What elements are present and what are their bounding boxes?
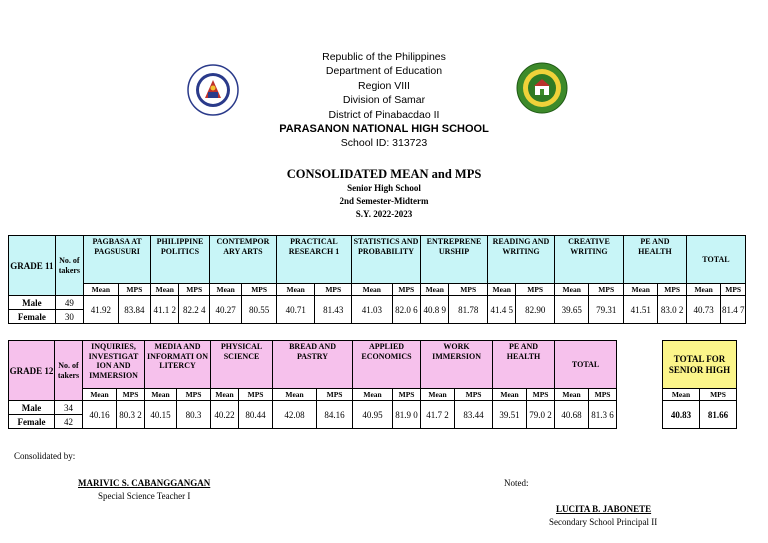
value-cell: 42.08 [273,401,317,429]
mps-header: MPS [700,389,737,401]
value-cell: 81.43 [315,296,352,324]
value-cell: 80.44 [239,401,273,429]
mean-header: Mean [151,284,179,296]
value-cell: 41.4 5 [488,296,516,324]
subject-header: READING AND WRITING [488,236,555,284]
title-period: 2nd Semester-Midterm [339,196,429,206]
subject-header: PRACTICAL RESEARCH 1 [276,236,351,284]
value-cell: 81.3 6 [589,401,617,429]
signatory-role: Special Science Teacher I [98,491,191,501]
signatory-name: MARIVIC S. CABANGGANGAN [78,478,211,488]
value-cell: 80.3 [177,401,211,429]
value-cell: 40.27 [209,296,241,324]
takers-header: No. of takers [55,341,83,401]
subject-header: STATISTICS AND PROBABILITY [352,236,421,284]
title-level: Senior High School [347,183,421,193]
value-cell: 41.03 [352,296,393,324]
value-cell: 40.73 [686,296,721,324]
mps-header: MPS [179,284,209,296]
value-cell: 40.95 [353,401,393,429]
mean-header: Mean [421,389,455,401]
female-takers: 42 [55,415,83,429]
value-cell: 82.0 6 [392,296,420,324]
mps-header: MPS [658,284,686,296]
value-cell: 80.3 2 [117,401,145,429]
grade-label: GRADE 11 [9,236,56,296]
letterhead [0,50,768,151]
value-cell: 40.71 [276,296,315,324]
consolidated-by-label: Consolidated by: [14,451,76,461]
male-takers: 49 [55,296,83,310]
value-cell: 41.51 [623,296,658,324]
female-label: Female [9,415,55,429]
value-cell: 40.68 [555,401,589,429]
subject-header: CONTEMPOR ARY ARTS [209,236,276,284]
mps-header: MPS [589,284,624,296]
subject-header: PE AND HEALTH [623,236,686,284]
grade12-table [8,340,617,429]
principal-role: Secondary School Principal II [549,517,658,527]
subject-header: INQUIRIES, INVESTIGAT ION AND IMMERSION [83,341,145,389]
mean-header: Mean [209,284,241,296]
mps-header: MPS [242,284,277,296]
mps-header: MPS [721,284,746,296]
mean-header: Mean [623,284,658,296]
male-row [9,296,746,310]
value-cell: 83.0 2 [658,296,686,324]
total-header: TOTAL [686,236,745,284]
value-cell: 40.15 [145,401,177,429]
total-header: TOTAL [555,341,617,389]
takers-header: No. of takers [55,236,83,296]
subject-header: PHYSICAL SCIENCE [211,341,273,389]
mean-header: Mean [493,389,527,401]
report-title [0,166,768,221]
mean-header: Mean [352,284,393,296]
value-cell: 40.16 [83,401,117,429]
value-cell: 40.8 9 [421,296,449,324]
value-cell: 82.2 4 [179,296,209,324]
male-label: Male [9,296,56,310]
mean-header: Mean [686,284,721,296]
value-cell: 81.9 0 [393,401,421,429]
mps-header: MPS [393,389,421,401]
subject-header: WORK IMMERSION [421,341,493,389]
mean-header: Mean [83,389,117,401]
mean-header: Mean [145,389,177,401]
value-cell: 82.90 [516,296,555,324]
subject-header: PAGBASA AT PAGSUSURI [84,236,151,284]
value-cell: 83.44 [455,401,493,429]
mps-header: MPS [589,389,617,401]
male-takers: 34 [55,401,83,415]
mps-header: MPS [315,284,352,296]
grade11-table [8,235,746,324]
female-label: Female [9,310,56,324]
total-mean: 40.83 [663,401,700,429]
header-line: Department of Education [325,65,443,78]
value-cell: 39.65 [554,296,589,324]
value-cell: 84.16 [317,401,353,429]
mps-header: MPS [118,284,150,296]
mps-header: MPS [516,284,555,296]
mean-header: Mean [421,284,449,296]
value-cell: 41.1 2 [151,296,179,324]
mps-header: MPS [527,389,555,401]
subject-header: ENTREPRENE URSHIP [421,236,488,284]
mean-header: Mean [273,389,317,401]
header-line: District of Pinabacdao II [328,108,440,121]
value-cell: 41.92 [84,296,119,324]
mps-header: MPS [177,389,211,401]
mean-header: Mean [488,284,516,296]
value-cell: 41.7 2 [421,401,455,429]
value-cell: 39.51 [493,401,527,429]
mean-header: Mean [84,284,119,296]
subject-header: BREAD AND PASTRY [273,341,353,389]
subject-header: APPLIED ECONOMICS [353,341,421,389]
subject-header: MEDIA AND INFORMATI ON LITERCY [145,341,211,389]
title-main: CONSOLIDATED MEAN and MPS [286,167,482,181]
subject-header: PE AND HEALTH [493,341,555,389]
male-row [9,401,617,415]
mps-header: MPS [392,284,420,296]
subject-header: CREATIVE WRITING [554,236,623,284]
mps-header: MPS [317,389,353,401]
mps-header: MPS [239,389,273,401]
value-cell: 79.0 2 [527,401,555,429]
mean-header: Mean [211,389,239,401]
mean-mps-row [9,284,746,296]
value-cell: 83.84 [118,296,150,324]
value-cell: 81.78 [449,296,488,324]
mean-header: Mean [276,284,315,296]
value-cell: 81.4 7 [721,296,746,324]
total-mps: 81.66 [700,401,737,429]
total-shs-table [662,340,737,429]
header-line: Division of Samar [342,94,426,107]
value-cell: 79.31 [589,296,624,324]
value-cell: 40.22 [211,401,239,429]
mean-header: Mean [663,389,700,401]
principal-name: LUCITA B. JABONETE [556,504,652,514]
mean-mps-row [9,389,617,401]
mean-header: Mean [555,389,589,401]
noted-label: Noted: [504,478,529,488]
value-cell: 80.55 [242,296,277,324]
title-sy: S.Y. 2022-2023 [355,209,413,219]
subject-header: PHILIPPINE POLITICS [151,236,210,284]
header-line: Region VIII [358,79,410,92]
female-takers: 30 [55,310,83,324]
grade-label: GRADE 12 [9,341,55,401]
male-label: Male [9,401,55,415]
mean-header: Mean [554,284,589,296]
school-name: PARASANON NATIONAL HIGH SCHOOL [279,123,489,136]
mps-header: MPS [449,284,488,296]
mps-header: MPS [455,389,493,401]
mps-header: MPS [117,389,145,401]
school-id: School ID: 313723 [340,137,428,150]
mean-header: Mean [353,389,393,401]
header-line: Republic of the Philippines [322,51,446,63]
total-shs-label: TOTAL FOR SENIOR HIGH [663,341,737,389]
